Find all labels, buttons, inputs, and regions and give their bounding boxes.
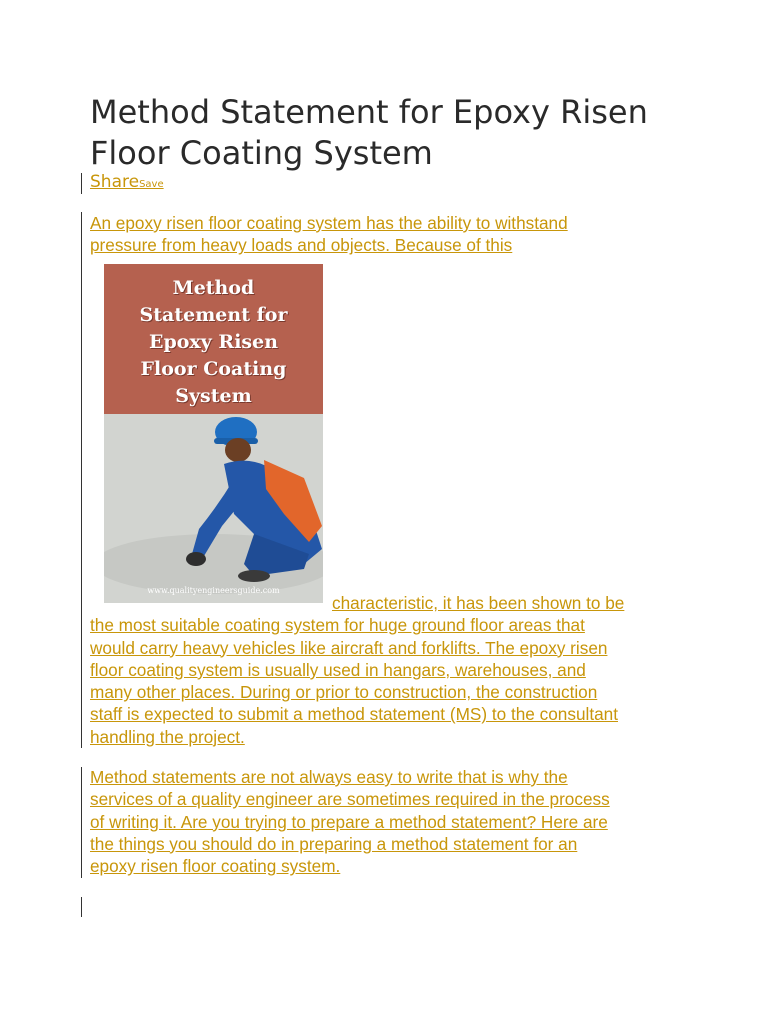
paragraph-line: the things you should do in preparing a method statement for an (90, 833, 578, 854)
paragraph-marker (81, 173, 82, 194)
continuation-line: the most suitable coating system for huge ground floor areas that (90, 615, 585, 636)
page-title: Method Statement for Epoxy Risen Floor Coating System (90, 93, 648, 172)
continuation-line: staff is expected to submit a method statement (MS) to the consultant (90, 704, 618, 725)
image-title: Method Statement for Epoxy Risen Floor Coating System (139, 277, 288, 407)
worker-illustration (104, 264, 323, 603)
paragraph-line: epoxy risen floor coating system. (90, 856, 341, 877)
paragraph-marker (81, 767, 82, 878)
article-image[interactable] (104, 264, 323, 603)
paragraph-marker (81, 897, 82, 917)
continuation-line: many other places. During or prior to construction, the construction (90, 682, 598, 703)
continuation-line: floor coating system is usually used in hangars, warehouses, and (90, 659, 586, 680)
save-link[interactable]: Save (139, 179, 164, 190)
intro-line: An epoxy risen floor coating system has the ability to withstand (90, 213, 568, 233)
share-row (90, 172, 164, 192)
intro-continuation[interactable] (90, 592, 690, 748)
paragraph-marker (81, 212, 82, 748)
continuation-line: characteristic, it has been shown to be (332, 593, 625, 613)
paragraph-line: Method statements are not always easy to write that is why the (90, 767, 568, 787)
intro-paragraph[interactable] (90, 212, 690, 257)
paragraph-line: of writing it. Are you trying to prepare a method statement? Here are (90, 811, 608, 832)
intro-line: pressure from heavy loads and objects. Because of this (90, 235, 513, 256)
share-link[interactable]: Share (90, 172, 140, 192)
second-paragraph[interactable] (90, 766, 690, 877)
paragraph-line: services of a quality engineer are sometimes required in the process (90, 789, 610, 810)
continuation-line: would carry heavy vehicles like aircraft and forklifts. The epoxy risen (90, 637, 608, 658)
continuation-line: handling the project. (90, 726, 245, 747)
image-watermark: www.qualityengineersguide.com (147, 586, 280, 595)
